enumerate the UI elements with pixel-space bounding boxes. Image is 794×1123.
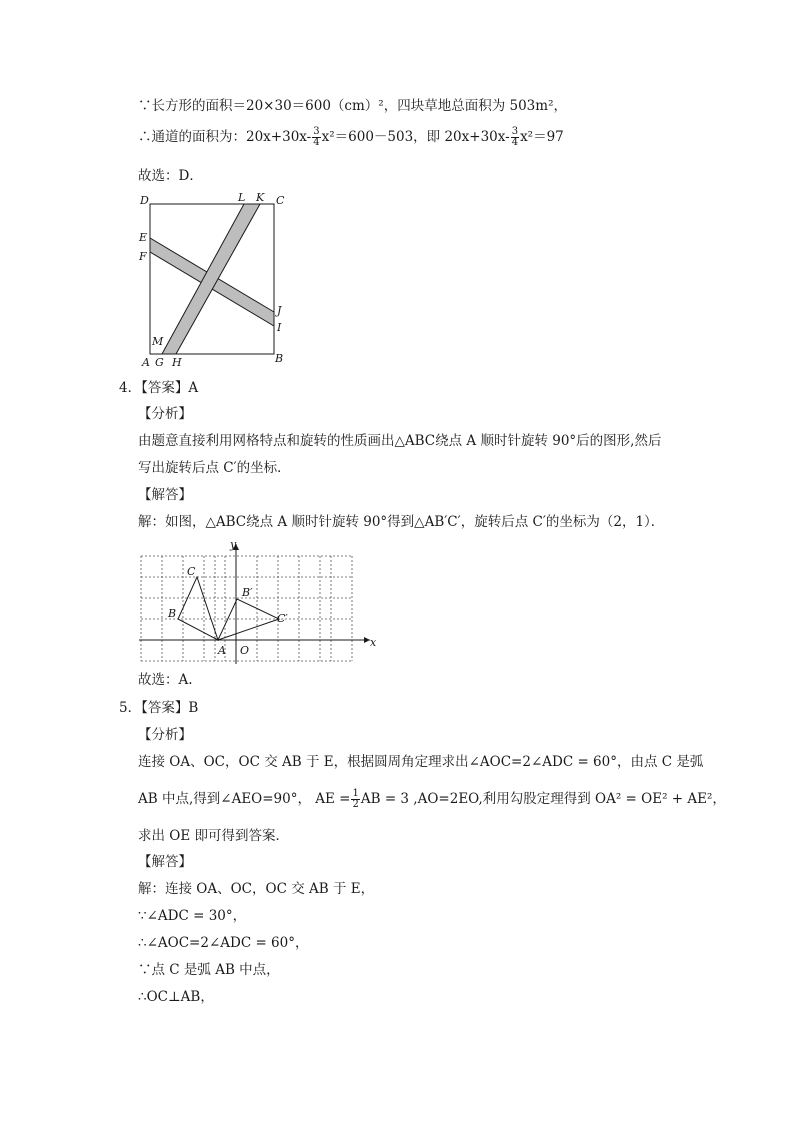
q5-solution-title: 【解答】 — [138, 854, 192, 870]
q5-header: 5．【答案】B — [119, 700, 199, 716]
q3-area-line: ∵长方形的面积＝20×30＝600（cm）²，四块草地总面积为 503m²， — [138, 98, 567, 114]
q3-label-E: E — [139, 231, 148, 244]
q5-solution-line3: ∴∠AOC=2∠ADC = 60°， — [138, 935, 309, 951]
q3-eq-prefix: ∴通道的面积为：20x+30x- — [138, 129, 312, 145]
q3-fraction-2: $\frac{3}{4}$ — [511, 126, 519, 148]
q4-label-O: O — [240, 644, 250, 657]
q3-conclusion: 故选：D． — [138, 168, 203, 184]
q4-label-y: y — [230, 538, 237, 551]
q3-label-A: A — [142, 356, 150, 369]
q4-label-B: B — [168, 607, 177, 620]
q3-label-M: M — [152, 335, 164, 348]
q5-solution-line2: ∵∠ADC = 30°， — [138, 908, 247, 924]
q4-triangle-ABC — [178, 577, 218, 640]
q4-solution-line1: 解：如图，△ABC绕点 A 顺时针旋转 90°得到△AB′C′，旋转后点 C′的坐标为（2，1）． — [138, 514, 665, 530]
q4-grid-figure — [134, 536, 384, 666]
q4-label-A: A — [218, 644, 226, 657]
q4-header: 4．【答案】A — [119, 380, 199, 396]
q3-label-H: H — [172, 356, 182, 369]
q3-rectangle-figure — [134, 190, 294, 370]
q5-solution-line5: ∴OC⊥AB， — [138, 989, 214, 1005]
q3-label-C: C — [276, 194, 285, 207]
q5-analysis-line2-suffix: AB = 3 ,AO=2EO,利用勾股定理得到 OA² = OE² + AE²， — [360, 791, 726, 807]
q3-eq-suffix: x²＝97 — [520, 129, 564, 145]
q4-analysis-line1: 由题意直接利用网格特点和旋转的性质画出△ABC绕点 A 顺时针旋转 90°后的图形,然后 — [138, 433, 662, 449]
q5-fraction-half: $\frac{1}{2}$ — [352, 788, 359, 810]
q5-solution-line1: 解：连接 OA、OC，OC 交 AB 于 E， — [138, 881, 375, 897]
q4-label-C: C — [187, 565, 196, 578]
q4-triangle-ABprimeCprime — [218, 599, 279, 640]
q3-label-F: F — [139, 250, 147, 263]
q3-label-G: G — [155, 356, 164, 369]
q3-label-B: B — [275, 352, 284, 365]
q4-label-C-prime: C′ — [277, 612, 288, 625]
q3-label-K: K — [256, 191, 265, 204]
q5-analysis-line2-prefix: AB 中点,得到∠AEO=90°， AE = — [138, 791, 351, 807]
q5-analysis-line2 — [138, 789, 726, 810]
q5-analysis-line3: 求出 OE 即可得到答案． — [138, 828, 290, 844]
q3-channel-area-line — [138, 127, 564, 148]
q5-analysis-line1: 连接 OA、OC，OC 交 AB 于 E，根据圆周角定理求出∠AOC=2∠ADC = 60°，由点 C 是弧 — [138, 754, 704, 770]
q3-label-J: J — [277, 304, 282, 317]
q3-label-I: I — [277, 321, 282, 334]
q3-label-L: L — [238, 191, 246, 204]
q4-label-x: x — [370, 636, 377, 649]
q3-fraction-1: $\frac{3}{4}$ — [313, 126, 320, 148]
q3-eq-mid: x²＝600－503，即 20x+30x- — [321, 129, 510, 145]
q4-solution-title: 【解答】 — [138, 487, 192, 503]
q4-analysis-title: 【分析】 — [138, 406, 192, 422]
q4-analysis-line2: 写出旋转后点 C′的坐标． — [138, 460, 291, 476]
q4-conclusion: 故选：A. — [138, 672, 193, 688]
q5-analysis-title: 【分析】 — [138, 727, 192, 743]
q5-solution-line4: ∵点 C 是弧 AB 中点， — [138, 962, 280, 978]
q4-label-B-prime: B′ — [242, 586, 253, 599]
q3-label-D: D — [140, 194, 149, 207]
